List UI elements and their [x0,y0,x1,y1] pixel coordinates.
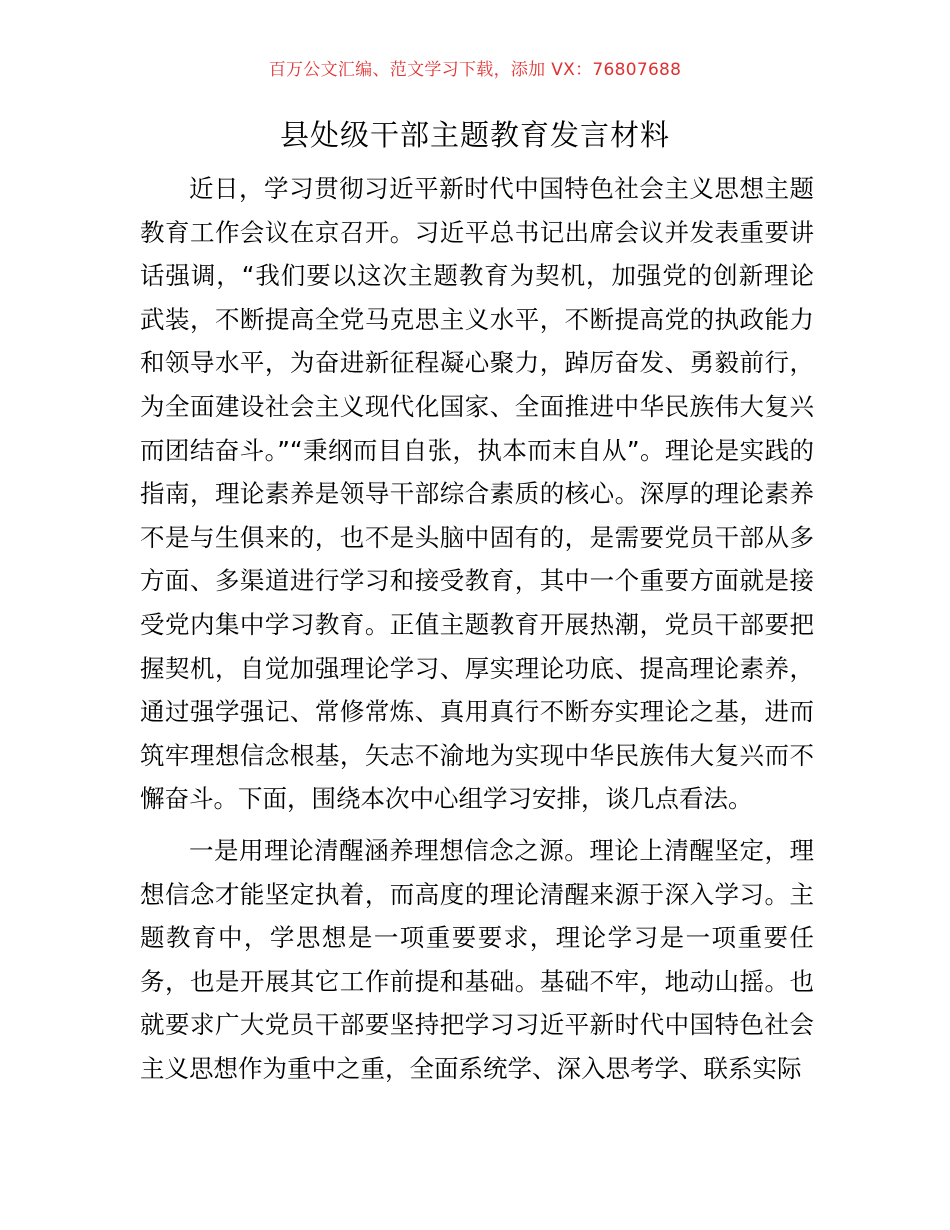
document-body [140,167,814,1090]
body-paragraph-point-one: 一是用理论清醒涵养理想信念之源。理论上清醒坚定，理想信念才能坚定执着，而高度的理论清醒来源于深入学习。主题教育中，学思想是一项重要要求，理论学习是一项重要任务，也是开展其它工作前提和基础。基础不牢，地动山摇。也就要求广大党员干部要坚持把学习习近平新时代中国特色社会主义思想作为重中之重，全面系统学、深入思考学、联系实际 [140,835,814,1083]
body-paragraph-intro: 近日，学习贯彻习近平新时代中国特色社会主义思想主题教育工作会议在京召开。习近平总书记出席会议并发表重要讲话强调，“我们要以这次主题教育为契机，加强党的创新理论武装，不断提高全党马克思主义水平，不断提高党的执政能力和领导水平，为奋进新征程凝心聚力，踔厉奋发、勇毅前行，为全面建设社会主义现代化国家、全面推进中华民族伟大复兴而团结奋斗。”“秉纲而目自张，执本而末自从”。理论是实践的指南，理论素养是领导干部综合素质的核心。深厚的理论素养不是与生俱来的，也不是头脑中固有的，是需要党员干部从多方面、多渠道进行学习和接受教育，其中一个重要方面就是接受党内集中学习教育。正值主题教育开展热潮，党员干部要把握契机，自觉加强理论学习、厚实理论功底、提高理论素养，通过强学强记、常修常炼、真用真行不断夯实理论之基，进而筑牢理想信念根基，矢志不渝地为实现中华民族伟大复兴而不懈奋斗。下面，围绕本次中心组学习安排，谈几点看法。 [140,174,814,814]
promo-header-text: 百万公文汇编、范文学习下载，添加 VX：76807688 [268,60,682,80]
document-title: 县处级干部主题教育发言材料 [279,118,670,152]
